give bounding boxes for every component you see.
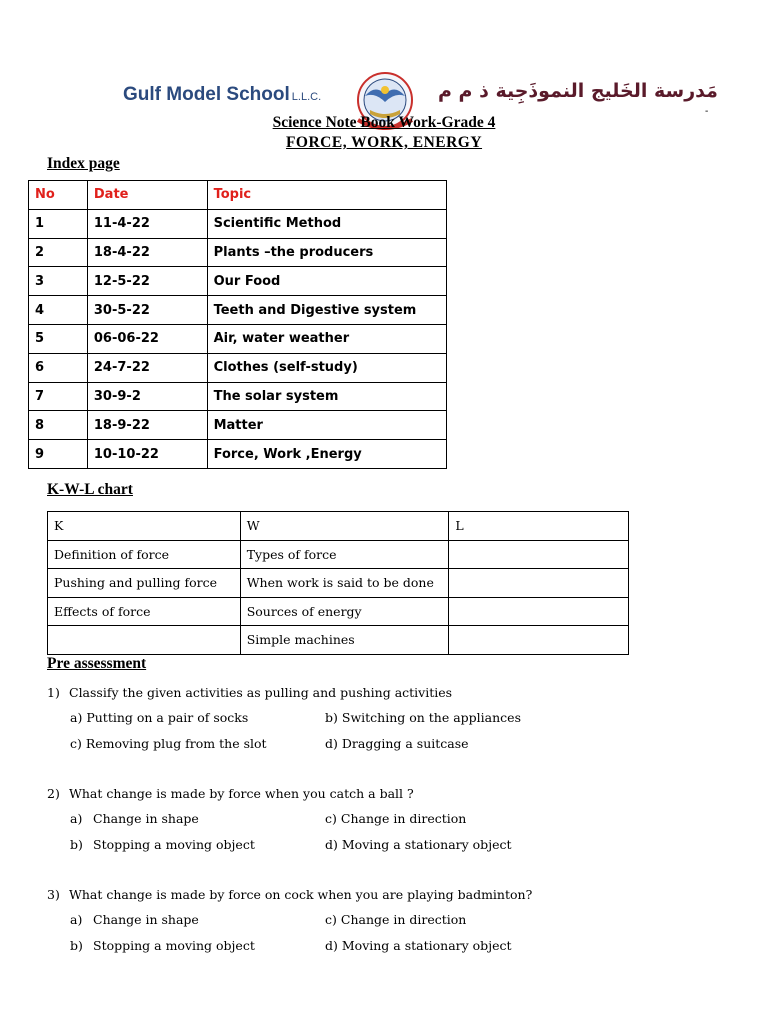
index-topic: Air, water weather [207,324,446,353]
table-row [29,238,447,267]
kwl-cell [449,626,629,655]
table-row [29,209,447,238]
kwl-cell: Effects of force [48,597,241,626]
kwl-cell [449,569,629,598]
option-label: a) [70,811,83,826]
option [70,912,199,927]
index-date: 11-4-22 [87,209,207,238]
index-date: 24-7-22 [87,353,207,382]
question-number: 1) [47,685,60,700]
document-title: Science Note Book Work-Grade 4 [272,114,496,131]
table-row [29,440,447,469]
index-no: 2 [29,238,88,267]
index-no: 1 [29,209,88,238]
option [325,710,521,725]
index-topic: Teeth and Digestive system [207,296,446,325]
option [325,938,512,953]
option-label: b) [70,837,83,852]
index-heading: Index page [47,155,120,172]
index-no: 9 [29,440,88,469]
kwl-col-k: K [48,512,241,541]
kwl-cell [449,540,629,569]
kwl-table [47,511,629,655]
option-label: d) [325,938,338,953]
index-topic: Plants –the producers [207,238,446,267]
kwl-col-l: L [449,512,629,541]
index-no: 4 [29,296,88,325]
index-topic: The solar system [207,382,446,411]
option [325,811,466,826]
option-label: d) [325,736,338,751]
table-row [29,324,447,353]
index-no: 3 [29,267,88,296]
option-text: Change in direction [340,912,467,927]
index-date: 18-4-22 [87,238,207,267]
question-text: Classify the given activities as pulling and pushing activities [69,685,453,700]
kwl-cell: Pushing and pulling force [48,569,241,598]
kwl-cell: When work is said to be done [240,569,449,598]
option [70,837,255,852]
kwl-cell: Definition of force [48,540,241,569]
option-label: d) [325,837,338,852]
pre-assessment-heading: Pre assessment [47,655,147,672]
kwl-cell: Sources of energy [240,597,449,626]
table-row [29,267,447,296]
document-subtitle: FORCE, WORK, ENERGY [285,134,483,151]
option-text: Dragging a suitcase [341,736,469,751]
index-no: 5 [29,324,88,353]
kwl-header-row [48,512,629,541]
kwl-heading: K-W-L chart [47,481,133,498]
index-topic: Our Food [207,267,446,296]
question-text: What change is made by force when you catch a ball ? [69,786,414,801]
index-col-no: No [29,181,88,210]
option-label: b) [70,938,83,953]
index-date: 06-06-22 [87,324,207,353]
school-name [123,84,321,106]
index-no: 7 [29,382,88,411]
index-date: 12-5-22 [87,267,207,296]
index-date: 10-10-22 [87,440,207,469]
index-header-row [29,181,447,210]
option-text: Removing plug from the slot [85,736,267,751]
option-label: c) [325,912,337,927]
index-topic: Clothes (self-study) [207,353,446,382]
school-name-arabic: مَدرسة الخَليج النموذَجِية ذ م م [438,80,718,102]
kwl-cell: Simple machines [240,626,449,655]
option-label: c) [325,811,337,826]
option-text: Change in shape [93,912,199,927]
question-number: 3) [47,887,60,902]
question-2 [47,786,414,801]
question-3 [47,887,532,902]
option [325,736,469,751]
option-text: Switching on the appliances [341,710,521,725]
option-label: a) [70,912,83,927]
table-row [29,353,447,382]
index-date: 30-9-2 [87,382,207,411]
option-text: Moving a stationary object [341,938,512,953]
index-table [28,180,447,469]
option [70,938,255,953]
kwl-cell [449,597,629,626]
option-label: c) [70,736,82,751]
kwl-cell [48,626,241,655]
question-1 [47,685,452,700]
option-text: Stopping a moving object [93,837,255,852]
index-topic: Matter [207,411,446,440]
option [70,710,248,725]
school-suffix: L.L.C. [291,91,322,103]
table-row [29,411,447,440]
table-row [48,540,629,569]
index-col-date: Date [87,181,207,210]
kwl-col-w: W [240,512,449,541]
question-number: 2) [47,786,60,801]
table-row [29,296,447,325]
index-topic: Scientific Method [207,209,446,238]
option [325,837,512,852]
question-text: What change is made by force on cock when you are playing badminton? [69,887,533,902]
index-col-topic: Topic [207,181,446,210]
option-label: b) [325,710,338,725]
header-dash: - [705,106,709,117]
option-text: Moving a stationary object [341,837,512,852]
option-text: Stopping a moving object [93,938,255,953]
index-date: 30-5-22 [87,296,207,325]
index-no: 8 [29,411,88,440]
option-text: Change in shape [93,811,199,826]
kwl-cell: Types of force [240,540,449,569]
index-topic: Force, Work ,Energy [207,440,446,469]
option [325,912,466,927]
school-name-text: Gulf Model School [123,84,290,105]
option-text: Putting on a pair of socks [86,710,249,725]
index-date: 18-9-22 [87,411,207,440]
option [70,736,267,751]
option-text: Change in direction [340,811,467,826]
table-row [48,597,629,626]
option [70,811,199,826]
index-no: 6 [29,353,88,382]
table-row [48,626,629,655]
table-row [29,382,447,411]
table-row [48,569,629,598]
option-label: a) [70,710,83,725]
